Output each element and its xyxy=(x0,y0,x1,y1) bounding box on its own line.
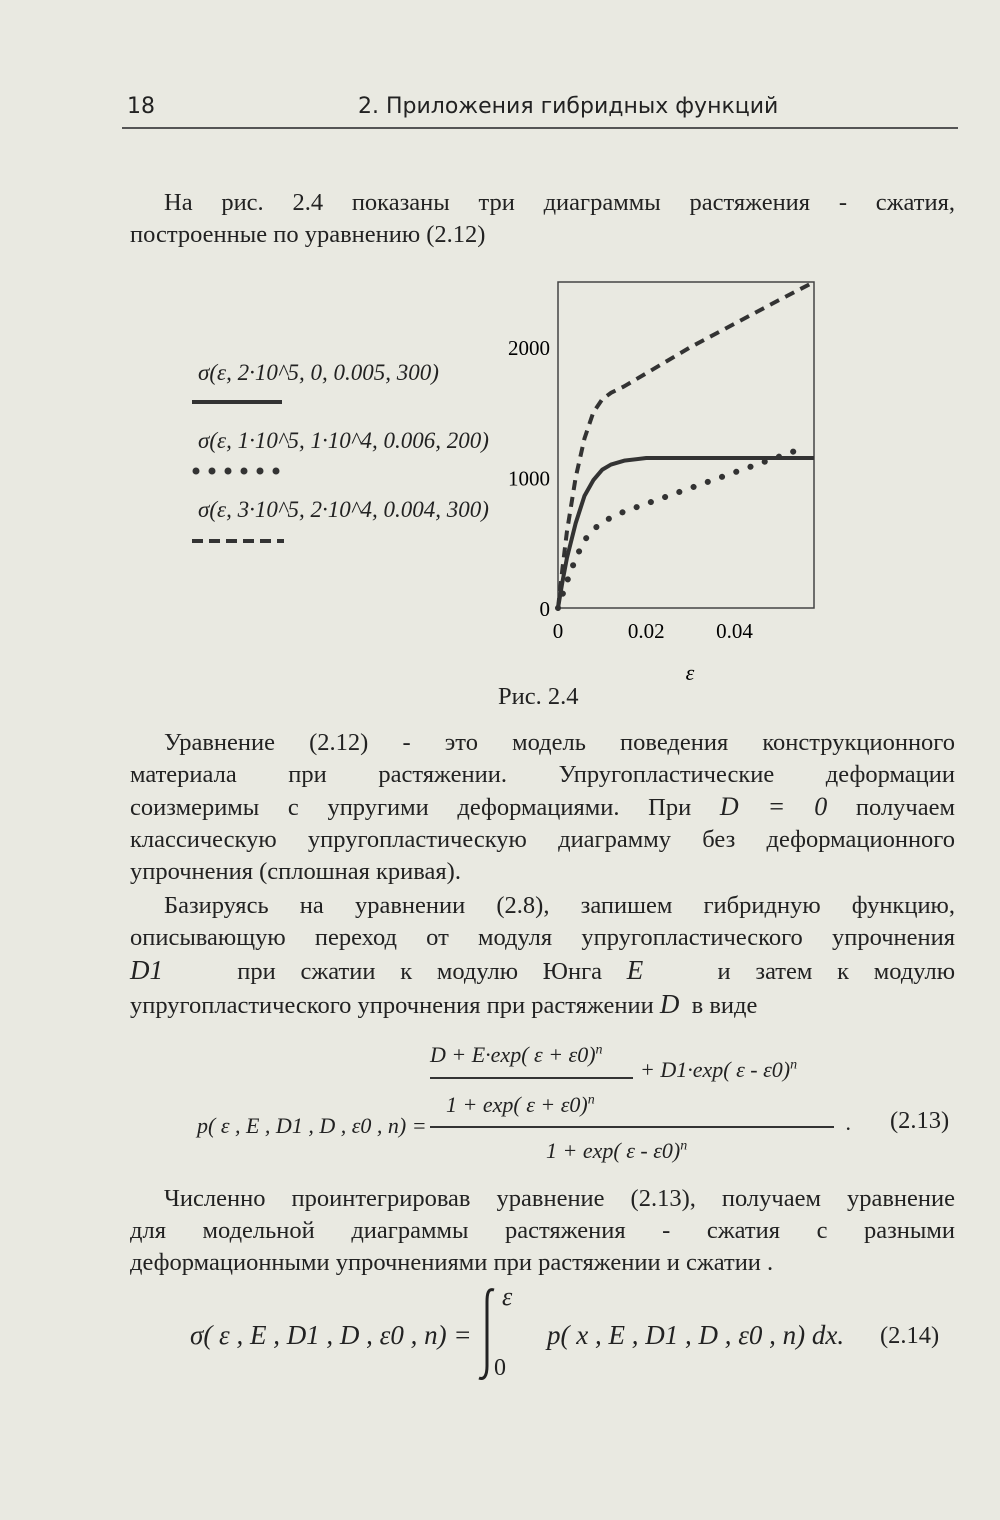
y-tick-label: 2000 xyxy=(508,336,550,361)
p1-line-4: классическую упругопластическую диаграмму без деформационного xyxy=(130,826,955,853)
legend-label-dashed xyxy=(198,497,489,523)
eq213-inner-num-text: D + E·exp( ε + ε0) xyxy=(430,1042,596,1067)
p1-math-d0: D = 0 xyxy=(719,792,828,821)
figure-caption: Рис. 2.4 xyxy=(498,683,579,710)
running-title: 2. Приложения гибридных функций xyxy=(358,94,779,119)
eq214-lhs: σ( ε , E , D1 , D , ε0 , n) = xyxy=(190,1320,472,1350)
legend-swatch-dotted xyxy=(190,464,290,478)
legend-swatch-solid xyxy=(192,400,282,404)
eq213-exp-2: n xyxy=(587,1092,595,1108)
plot-frame xyxy=(558,282,814,608)
page-number: 18 xyxy=(127,94,155,119)
legend-label-dotted xyxy=(198,428,489,454)
p3-line-1: Численно проинтегрировав уравнение (2.13), получаем уравнение xyxy=(164,1185,955,1212)
y-tick-label: 0 xyxy=(539,597,550,621)
series-line-dashed xyxy=(558,282,814,608)
intro-line-1: На рис. 2.4 показаны три диаграммы растяжения - сжатия, xyxy=(164,189,955,216)
eq214-lower-limit: 0 xyxy=(494,1355,506,1381)
paragraph-1 xyxy=(130,727,955,888)
eq213-outer-den-text: 1 + exp( ε - ε0) xyxy=(546,1138,681,1163)
x-axis-label: ε xyxy=(685,660,695,685)
legend-text-solid: σ(ε, 2·10^5, 0, 0.005, 300) xyxy=(198,360,439,385)
legend-swatch-dashed xyxy=(192,536,284,546)
series-line-solid xyxy=(558,458,814,608)
eq213-exp-4: n xyxy=(680,1138,688,1154)
eq213-inner-numerator xyxy=(430,1042,603,1068)
p2-line-3a: при сжатии к модулю Юнга xyxy=(237,958,603,985)
p2-line-4a: упругопластического упрочнения при растяжении xyxy=(130,992,654,1019)
legend-text-dotted: σ(ε, 1·10^5, 1·10^4, 0.006, 200) xyxy=(198,428,489,453)
eq213-main-fraction-line xyxy=(430,1126,834,1128)
p1-line-3b: получаем xyxy=(855,794,956,821)
p1-line-2: материала при растяжении. Упругопластические деформации xyxy=(130,761,955,788)
p1-line-3a: соизмеримы с упругими деформациями. При xyxy=(130,794,692,821)
paragraph-3 xyxy=(130,1183,955,1279)
p2-line-3b: и затем к модулю xyxy=(717,958,956,985)
intro-paragraph xyxy=(130,187,955,251)
eq213-inner-fraction-line xyxy=(430,1077,633,1079)
series-line-dotted xyxy=(558,449,801,608)
eq213-plus-term xyxy=(640,1057,797,1083)
eq213-number: (2.13) xyxy=(890,1107,950,1134)
eq213-exp-3: n xyxy=(790,1057,798,1073)
x-tick-label: 0.02 xyxy=(627,619,665,643)
p3-line-3: деформационными упрочнениями при растяжении и сжатии . xyxy=(130,1249,774,1276)
eq213-lhs: p( ε , E , D1 , D , ε0 , n) = xyxy=(197,1113,427,1138)
eq214-upper-limit: ε xyxy=(502,1282,513,1311)
legend-text-dashed: σ(ε, 3·10^5, 2·10^4, 0.004, 300) xyxy=(198,497,489,522)
header-rule xyxy=(122,127,958,129)
eq213-inner-den-text: 1 + exp( ε + ε0) xyxy=(446,1092,588,1117)
tick-layer xyxy=(508,336,753,643)
p2-math-d: D xyxy=(659,989,680,1019)
x-tick-label: 0 xyxy=(552,619,564,643)
eq214-integrand: p( x , E , D1 , D , ε0 , n) dx. xyxy=(547,1320,845,1350)
legend-label-solid xyxy=(198,360,439,386)
series-layer xyxy=(558,282,814,608)
p2-line-4b: в виде xyxy=(691,992,758,1019)
eq214-number: (2.14) xyxy=(880,1322,940,1349)
chart-figure xyxy=(490,270,840,690)
p2-math-e: E xyxy=(626,955,644,985)
p1-line-1: Уравнение (2.12) - это модель поведения конструкционного xyxy=(164,729,955,756)
y-tick-label: 1000 xyxy=(508,466,550,491)
x-tick-label: 0.04 xyxy=(716,619,753,643)
paragraph-2 xyxy=(130,890,955,1022)
intro-line-2: построенные по уравнению (2.12) xyxy=(130,221,486,248)
p2-math-d1: D1 xyxy=(130,955,163,985)
eq213-exp-1: n xyxy=(595,1042,603,1058)
eq213-dot: . xyxy=(846,1110,852,1135)
eq213-plus-text: + D1·exp( ε - ε0) xyxy=(640,1057,791,1082)
p2-line-2: описывающую переход от модуля упругопластического упрочнения xyxy=(130,924,955,951)
eq213-outer-denominator xyxy=(546,1138,687,1164)
eq213-inner-denominator xyxy=(446,1092,595,1118)
p2-line-1: Базируясь на уравнении (2.8), запишем гибридную функцию, xyxy=(164,892,955,919)
p1-line-5: упрочнения (сплошная кривая). xyxy=(130,858,461,885)
p3-line-2: для модельной диаграммы растяжения - сжатия с разными xyxy=(130,1217,955,1244)
